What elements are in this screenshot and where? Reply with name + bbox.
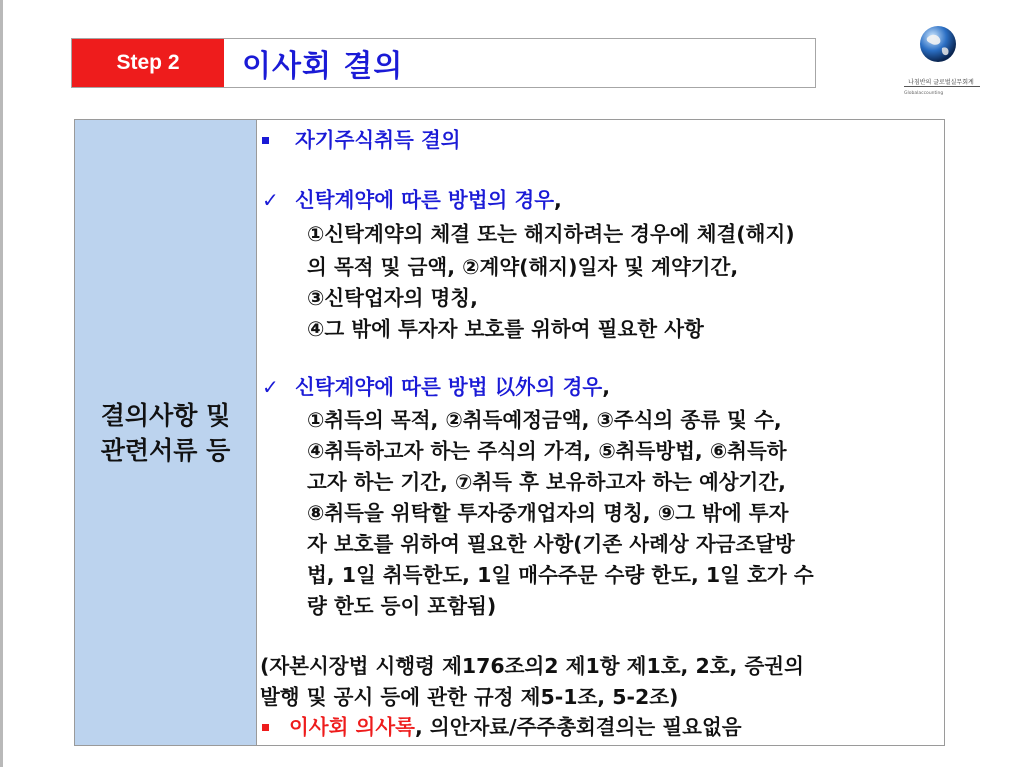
trust-line: ③신탁업자의 명칭, <box>307 286 478 310</box>
slide-edge <box>0 0 3 767</box>
globe-icon <box>918 24 958 64</box>
square-bullet-icon <box>262 724 269 731</box>
logo-name: 나침반의 글로벌실무회계 <box>908 79 974 86</box>
logo-subtitle: Globalaccounting <box>904 91 944 96</box>
square-bullet-icon <box>262 137 269 144</box>
title-bar <box>71 38 816 88</box>
other-line: ⑧취득을 위탁할 투자중개업자의 명칭, ⑨그 밖에 투자 <box>307 501 789 525</box>
section-title: 자기주식취득 결의 <box>295 128 461 152</box>
other-heading-comma: , <box>602 375 610 399</box>
left-header-cell <box>75 120 257 745</box>
content-table <box>74 119 945 746</box>
trust-heading-comma: , <box>554 188 562 212</box>
trust-line: ①신탁계약의 체결 또는 해지하려는 경우에 체결(해지) <box>307 222 795 246</box>
company-logo <box>896 22 988 108</box>
other-line: ④취득하고자 하는 주식의 가격, ⑤취득방법, ⑥취득하 <box>307 439 787 463</box>
logo-underline <box>904 86 980 87</box>
legal-reference-line: 발행 및 공시 등에 관한 규정 제5-1조, 5-2조) <box>260 685 679 709</box>
minutes-note <box>289 713 742 741</box>
other-heading-text: 신탁계약에 따른 방법 以外의 경우 <box>295 375 603 399</box>
other-line: 량 한도 등이 포함됨) <box>307 594 497 618</box>
trust-heading-text: 신탁계약에 따른 방법의 경우 <box>295 188 555 212</box>
legal-reference-line: (자본시장법 시행령 제176조의2 제1항 제1호, 2호, 증권의 <box>260 654 804 678</box>
step-label: Step 2 <box>72 39 224 87</box>
left-header-label: 결의사항 및 관련서류 등 <box>100 400 231 465</box>
other-heading <box>295 373 610 401</box>
other-line: 자 보호를 위하여 필요한 사항(기존 사례상 자금조달방 <box>307 532 795 556</box>
other-line: ①취득의 목적, ②취득예정금액, ③주식의 종류 및 수, <box>307 408 782 432</box>
trust-heading <box>295 186 562 214</box>
checkmark-icon: ✓ <box>262 188 279 212</box>
right-content-cell <box>257 120 944 745</box>
slide-title: 이사회 결의 <box>242 49 404 84</box>
checkmark-icon: ✓ <box>262 375 279 399</box>
trust-line: ④그 밖에 투자자 보호를 위하여 필요한 사항 <box>307 317 704 341</box>
other-line: 법, 1일 취득한도, 1일 매수주문 수량 한도, 1일 호가 수 <box>307 563 814 587</box>
minutes-rest: , 의안자료/주주총회결의는 필요없음 <box>414 715 742 739</box>
minutes-highlight: 이사회 의사록 <box>289 715 415 739</box>
other-line: 고자 하는 기간, ⑦취득 후 보유하고자 하는 예상기간, <box>307 470 786 494</box>
trust-line: 의 목적 및 금액, ②계약(해지)일자 및 계약기간, <box>307 255 739 279</box>
